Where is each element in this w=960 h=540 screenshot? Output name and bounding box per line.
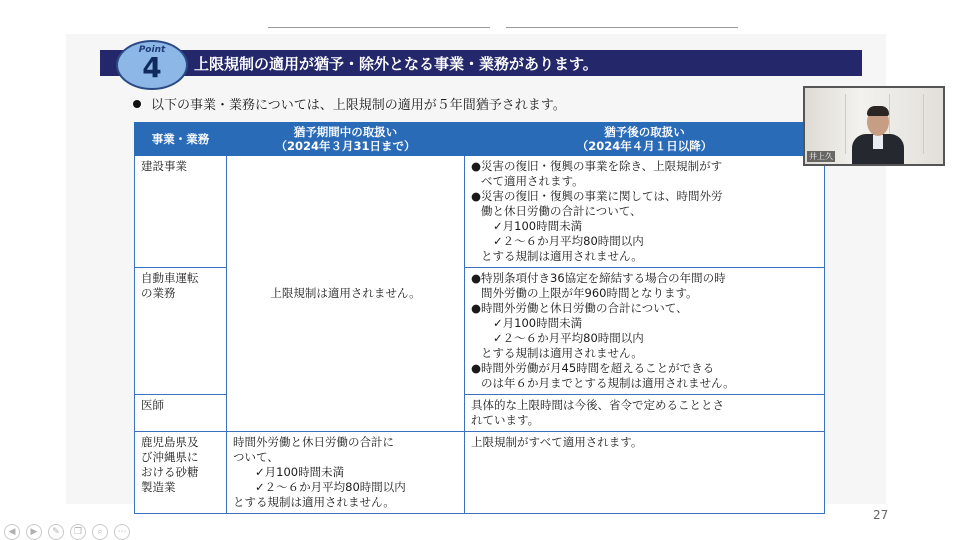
pen-icon[interactable]: ✎ — [48, 524, 64, 540]
cell-business: 建設事業 — [135, 156, 227, 268]
cell-after: 上限規制がすべて適用されます。 — [465, 432, 825, 514]
table-row-construction — [135, 156, 825, 268]
point-word: Point — [138, 45, 166, 55]
cell-business: 自動車運転 の業務 — [135, 268, 227, 395]
cell-during-shared: 上限規制は適用されません。 — [227, 156, 465, 432]
zoom-icon[interactable]: ⌕ — [92, 524, 108, 540]
table-header-row — [135, 123, 825, 156]
next-icon[interactable]: ▶ — [26, 524, 42, 540]
cell-during: 時間外労働と休日労働の合計に ついて、 ✓月100時間未満 ✓２～６か月平均80時間以内 とする規制は適用されません。 — [227, 432, 465, 514]
presentation-toolbar — [4, 519, 136, 537]
top-divider-right — [506, 27, 738, 28]
intro-text: 以下の事業・業務については、上限規制の適用が５年間猶予されます。 — [151, 98, 566, 113]
cell-after: 具体的な上限時間は今後、省令で定めることとさ れています。 — [465, 395, 825, 432]
more-icon[interactable]: ⋯ — [114, 524, 130, 540]
table-row-sugar — [135, 432, 825, 514]
point-badge — [116, 40, 188, 90]
top-divider-left — [268, 27, 490, 28]
video-thumbnail[interactable] — [803, 86, 945, 166]
header-after: 猶予後の取扱い （2024年４月１日以降） — [465, 123, 825, 156]
cell-after: ●特別条項付き36協定を締結する場合の年間の時 間外労働の上限が年960時間となります。 ●時間外労働と休日労働の合計について、 ✓月100時間未満 ✓２～６か月平均80時間以内 とする規制は適用されません。 ●時間外労働が月45時間を超えることができる のは年６か月までとする規制は適用されません。 — [465, 268, 825, 395]
cell-after: ●災害の復旧・復興の事業を除き、上限規制がす べて適用されます。 ●災害の復旧・復興の事業に関しては、時間外労 働と休日労働の合計について、 ✓月100時間未満 ✓２～６か月平均80時間以内 とする規制は適用されません。 — [465, 156, 825, 268]
page-number: 27 — [873, 508, 889, 522]
intro-line — [133, 94, 566, 113]
rules-table — [134, 122, 825, 514]
copy-icon[interactable]: ❐ — [70, 524, 86, 540]
banner-title: 上限規制の適用が猶予・除外となる事業・業務があります。 — [194, 55, 598, 73]
bullet-icon — [133, 100, 141, 108]
title-banner — [100, 50, 862, 76]
speaker-name: 井上久 — [809, 152, 833, 161]
prev-icon[interactable]: ◀ — [4, 524, 20, 540]
cell-business: 医師 — [135, 395, 227, 432]
speaker-figure — [850, 108, 906, 166]
cell-business: 鹿児島県及 び沖縄県に おける砂糖 製造業 — [135, 432, 227, 514]
header-during: 猶予期間中の取扱い （2024年３月31日まで） — [227, 123, 465, 156]
point-number: 4 — [142, 51, 162, 84]
header-business: 事業・業務 — [135, 123, 227, 156]
